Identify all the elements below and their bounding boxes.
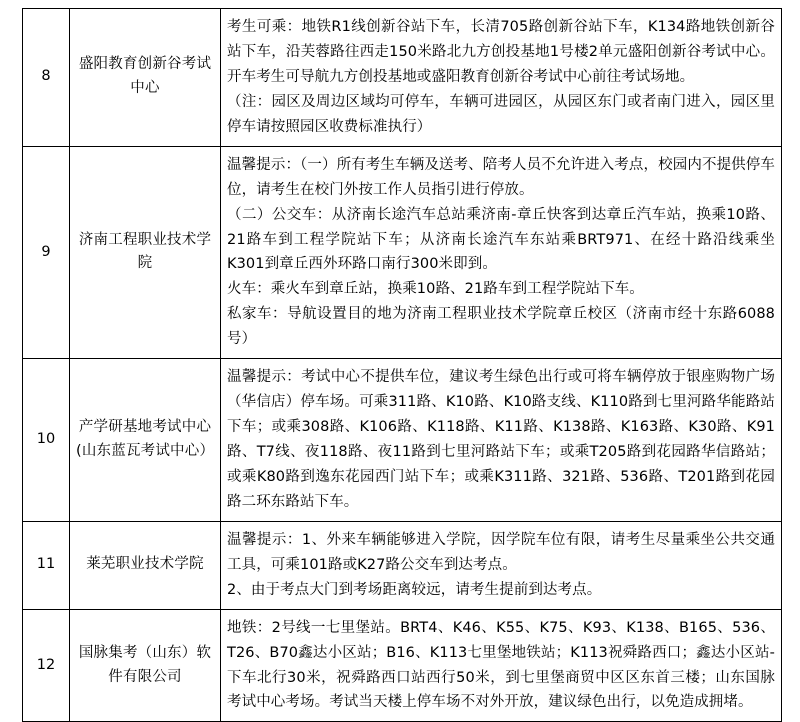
venue-name: 莱芜职业技术学院 <box>70 521 221 609</box>
exam-venue-table <box>22 8 782 722</box>
detail-paragraph: 火车：乘火车到章丘站，换乘10路、21路车到工程学院站下车。 <box>227 281 644 298</box>
venue-detail <box>221 359 782 522</box>
venue-detail <box>221 9 782 147</box>
venue-name: 盛阳教育创新谷考试中心 <box>70 9 221 147</box>
table-body <box>23 9 782 722</box>
venue-detail <box>221 146 782 359</box>
detail-paragraph: 温馨提示：1、外来车辆能够进入学院，因学院车位有限，请考生尽量乘坐公共交通工具，可乘101路或K27路公交车到达考点。 <box>227 531 775 573</box>
table-row <box>23 146 782 359</box>
row-index: 10 <box>23 359 70 522</box>
row-index: 11 <box>23 521 70 609</box>
table-row <box>23 521 782 609</box>
row-index: 8 <box>23 9 70 147</box>
venue-name: 产学研基地考试中心(山东蓝瓦考试中心） <box>70 359 221 522</box>
detail-paragraph: 温馨提示：考试中心不提供车位，建议考生绿色出行或可将车辆停放于银座购物广场（华信店）停车场。可乘311路、K10路、K10路支线、K110路到七里河路华能路站下车；或乘308路、K106路、K118路、K11路、K138路、K163路、K30路、K91路、T7线、夜118路、夜11路到七里河路站下车；或乘T205路到花园路华信路站；或乘K80路到逸东花园西门站下车；或乘K311路、321路、536路、T201路到花园路二环东路站下车。 <box>227 369 775 510</box>
detail-paragraph: 温馨提示：（一）所有考生车辆及送考、陪考人员不允许进入考点，校园内不提供停车位，请考生在校门外按工作人员指引进行停放。 <box>227 156 775 198</box>
table-row <box>23 359 782 522</box>
table-row <box>23 609 782 722</box>
detail-paragraph: （注：园区及周边区域均可停车，车辆可进园区，从园区东门或者南门进入，园区里停车请按照园区收费标准执行） <box>227 93 775 135</box>
row-index: 9 <box>23 146 70 359</box>
detail-paragraph: （二）公交车：从济南长途汽车总站乘济南-章丘快客到达章丘汽车站，换乘10路、21路车到工程学院站下车；从济南长途汽车东站乘BRT971、在经十路沿线乘坐K301到章丘西外环路口南行300米即到。 <box>227 206 775 273</box>
venue-name: 国脉集考（山东）软件有限公司 <box>70 609 221 722</box>
venue-name: 济南工程职业技术学院 <box>70 146 221 359</box>
row-index: 12 <box>23 609 70 722</box>
detail-paragraph: 2、由于考点大门到考场距离较远，请考生提前到达考点。 <box>227 581 602 598</box>
detail-paragraph: 地铁：2号线一七里堡站。BRT4、K46、K55、K75、K93、K138、B165、536、T26、B70鑫达小区站；B16、K113七里堡地铁站；K113祝舜路西口；鑫达小区站-下车北行30米，祝舜路西口站西行50米，到七里堡商贸中区区东首三楼；山东国脉考试中心考场。考试当天楼上停车场不对外开放，建议绿色出行，以免造成拥堵。 <box>227 619 775 711</box>
table-row <box>23 9 782 147</box>
venue-detail <box>221 521 782 609</box>
venue-detail <box>221 609 782 722</box>
detail-paragraph: 私家车：导航设置目的地为济南工程职业技术学院章丘校区（济南市经十东路6088号） <box>227 306 775 348</box>
detail-paragraph: 考生可乘：地铁R1线创新谷站下车，长清705路创新谷站下车，K134路地铁创新谷站下车，沿芙蓉路往西走150米路北九方创投基地1号楼2单元盛阳创新谷考试中心。开车考生可导航九方创投基地或盛阳教育创新谷考试中心前往考试场地。 <box>227 19 775 85</box>
